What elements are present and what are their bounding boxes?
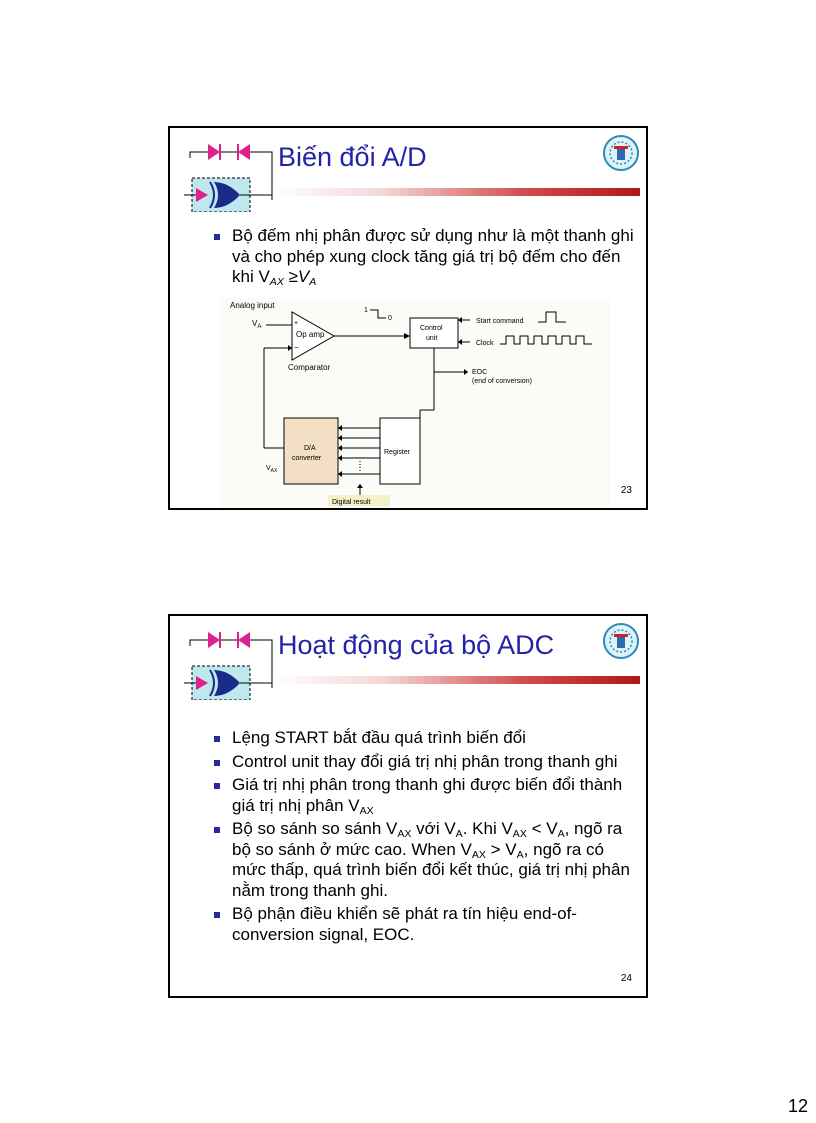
- svg-text:−: −: [294, 343, 299, 352]
- comparator-label: Comparator: [288, 363, 331, 372]
- bullet-item: Lệng START bắt đầu quá trình biến đổi: [214, 728, 634, 749]
- bullet-item: Giá trị nhị phân trong thanh ghi được biến đổi thành giá trị nhị phân $V_{AX}$: [214, 775, 634, 816]
- logic-gate-decoration: [184, 628, 280, 700]
- svg-text:Op amp: Op amp: [296, 330, 325, 339]
- bullet-item: Bộ phận điều khiển sẽ phát ra tín hiệu end-of-conversion signal, EOC.: [214, 904, 634, 945]
- diode-icon: [238, 632, 250, 648]
- slide-number: 23: [620, 485, 632, 496]
- slide-number: 24: [620, 973, 632, 984]
- clock-label: Clock: [476, 340, 494, 347]
- bullet-list: [214, 728, 634, 948]
- slide-23: [168, 126, 648, 510]
- svg-text:unit: unit: [426, 335, 438, 342]
- eoc-label: EOC: [472, 369, 488, 376]
- svg-text:Control: Control: [420, 325, 443, 332]
- digital-result-label: Digital result: [332, 499, 371, 506]
- bullet-item: Bộ đếm nhị phân được sử dụng như là một thanh ghi và cho phép xung clock tăng giá trị bộ đếm cho đến khi $V_{AX} \ge V_A$: [214, 226, 634, 288]
- diode-icon: [208, 144, 220, 160]
- slide-title: Hoạt động của bộ ADC: [278, 630, 555, 660]
- title-underline: [274, 188, 640, 196]
- university-logo-icon: [602, 134, 640, 172]
- va-label: $V_A$: [252, 319, 262, 330]
- svg-text:Register: Register: [384, 449, 411, 456]
- university-logo-icon: [602, 622, 640, 660]
- bullet-item: Control unit thay đổi giá trị nhị phân trong thanh ghi: [214, 752, 634, 773]
- svg-text:converter: converter: [292, 455, 322, 462]
- logic-gate-decoration: [184, 140, 280, 212]
- diode-icon: [238, 144, 250, 160]
- page-number: 12: [787, 1096, 808, 1116]
- vax-label: $V_{AX}$: [266, 465, 278, 474]
- control-unit-block: [410, 318, 458, 348]
- start-command-label: Start command: [476, 318, 524, 325]
- title-underline: [274, 676, 640, 684]
- slide-title: Biến đổi A/D: [278, 142, 427, 172]
- adc-block-diagram: [220, 298, 610, 508]
- diode-icon: [208, 632, 220, 648]
- svg-text:(end of conversion): (end of conversion): [472, 378, 532, 385]
- bullet-list: [214, 226, 634, 290]
- svg-text:1: 1: [364, 307, 368, 314]
- analog-input-label: Analog input: [230, 301, 275, 310]
- svg-text:D/A: D/A: [304, 445, 316, 452]
- bullet-item: Bộ so sánh so sánh $V_{AX}$ với $V_A$. Khi $V_{AX} < V_A$, ngõ ra bộ so sánh ở mức cao. When $V_{AX} > V_A$, ngõ ra có mức thấp, quá trình biến đổi kết thúc, giá trị nhị phân nằm trong thanh ghi.: [214, 819, 634, 901]
- slide-24: [168, 614, 648, 998]
- svg-text:+: +: [294, 320, 299, 327]
- svg-text:0: 0: [388, 315, 392, 322]
